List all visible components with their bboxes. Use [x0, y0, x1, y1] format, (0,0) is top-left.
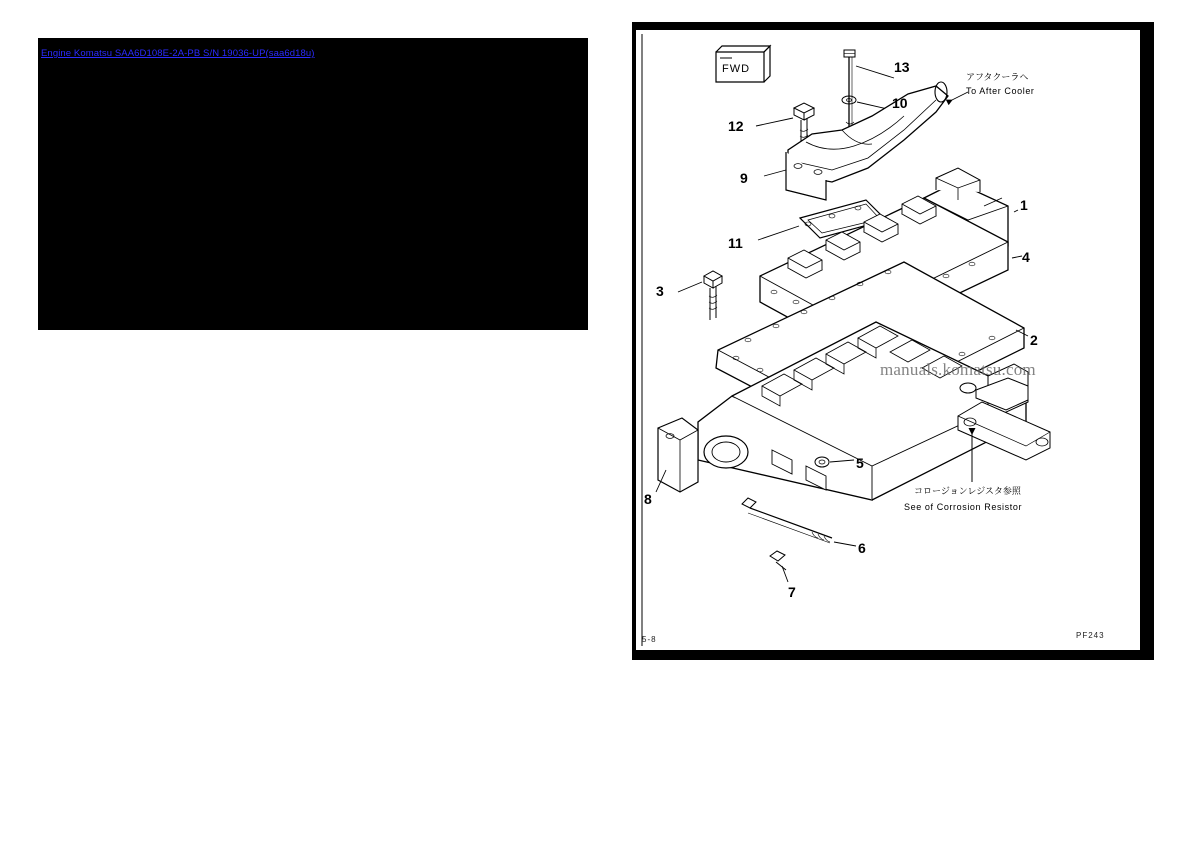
- sheet-drawing-number: PF243: [1076, 631, 1105, 640]
- part-5-plug: [815, 457, 829, 467]
- callout-3: 3: [656, 283, 664, 299]
- sheet-page-number: 5-8: [642, 635, 657, 644]
- corrosion-resistor-jp: コロージョンレジスタ参照: [914, 486, 1021, 496]
- callout-4: 4: [1022, 249, 1030, 265]
- part-8-bracket: [658, 418, 698, 492]
- part-9-air-connector: [786, 82, 948, 200]
- part-3-bolt: [704, 271, 722, 320]
- after-cooler-en: To After Cooler: [966, 86, 1035, 96]
- callout-9: 9: [740, 170, 748, 186]
- after-cooler-jp: アフタクーラヘ: [966, 72, 1029, 82]
- part-7-bolt: [770, 551, 786, 570]
- left-black-panel: [38, 38, 588, 330]
- annotation-corrosion-resistor: [904, 485, 1022, 512]
- callout-5: 5: [856, 455, 864, 471]
- callout-13: 13: [894, 59, 910, 75]
- corrosion-resistor-en: See of Corrosion Resistor: [904, 502, 1023, 512]
- callout-8: 8: [644, 491, 652, 507]
- parts-diagram-illustration: [636, 30, 1140, 650]
- part-6-long-bolt: [742, 498, 832, 543]
- callout-12: 12: [728, 118, 744, 134]
- fwd-badge: [716, 46, 770, 82]
- annotation-after-cooler: [966, 72, 1035, 96]
- callout-10: 10: [892, 95, 908, 111]
- callout-1: 1: [1020, 197, 1028, 213]
- engine-model-link[interactable]: Engine Komatsu SAA6D108E-2A-PB S/N 19036-UP(saa6d18u): [41, 48, 315, 59]
- parts-diagram-panel: [632, 22, 1154, 660]
- watermark-text: manuals.komatsu.com: [880, 360, 1036, 379]
- svg-text:FWD: FWD: [722, 63, 751, 75]
- callout-2: 2: [1030, 332, 1038, 348]
- callout-11: 11: [728, 235, 743, 251]
- callout-6: 6: [858, 540, 866, 556]
- callout-7: 7: [788, 584, 796, 600]
- diagram-sheet: [636, 30, 1140, 650]
